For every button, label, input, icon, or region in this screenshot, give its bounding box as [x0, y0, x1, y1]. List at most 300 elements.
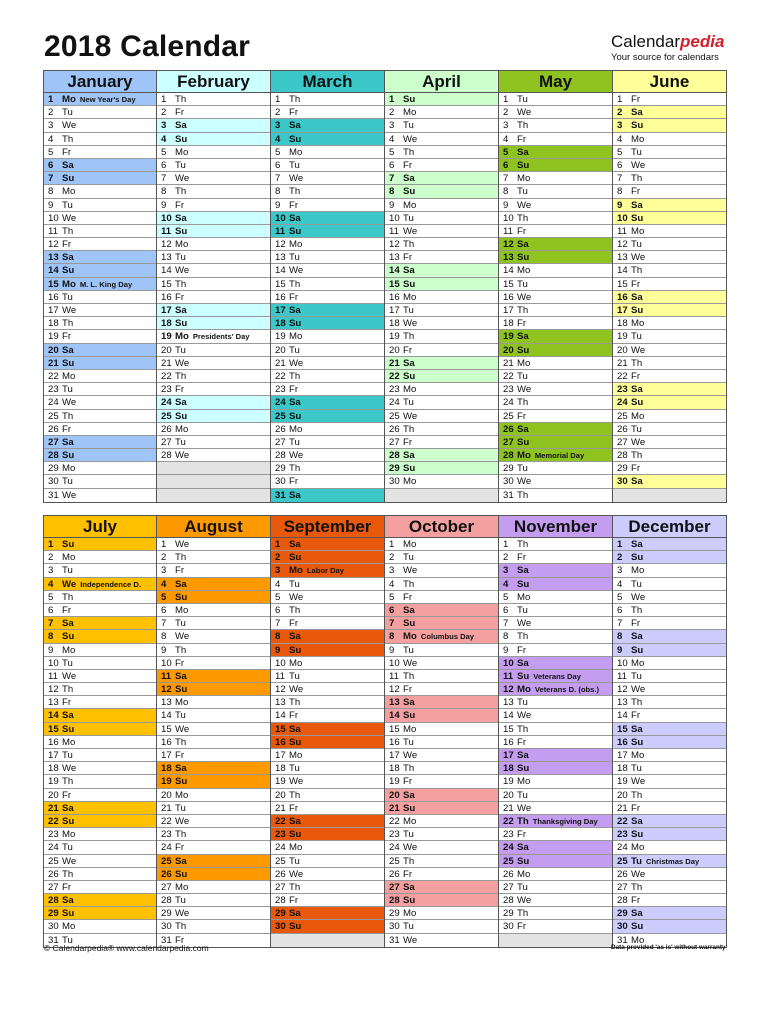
weekday-label: Sa	[403, 265, 415, 277]
day-number: 17	[617, 305, 628, 316]
day-number: 12	[617, 239, 628, 251]
footer-copyright: © Calendarpedia® www.calendarpedia.com	[44, 943, 209, 953]
day-number: 28	[389, 895, 400, 907]
month-column-may	[499, 70, 613, 503]
weekday-label: Su	[631, 644, 644, 656]
day-row	[44, 199, 156, 212]
weekday-label: Tu	[631, 331, 642, 343]
weekday-label: Su	[289, 644, 302, 656]
day-number: 3	[389, 120, 395, 132]
weekday-label: We	[517, 107, 532, 119]
day-number: 14	[389, 265, 400, 277]
day-number: 2	[275, 552, 281, 564]
weekday-label: Su	[289, 410, 302, 422]
day-row	[271, 696, 384, 709]
day-number: 6	[48, 604, 54, 616]
day-row	[613, 344, 726, 357]
weekday-label: Th	[175, 921, 187, 933]
day-number: 24	[503, 397, 514, 409]
weekday-label: Fr	[631, 895, 641, 907]
weekday-label: Mo	[631, 133, 645, 145]
day-row	[385, 815, 498, 828]
day-row	[271, 225, 384, 238]
day-row	[157, 749, 270, 762]
day-row	[385, 894, 498, 907]
day-row	[499, 475, 612, 488]
day-number: 17	[503, 750, 514, 761]
day-number: 5	[161, 591, 167, 603]
weekday-label: Su	[517, 159, 530, 171]
weekday-label: Fr	[403, 252, 413, 264]
weekday-label: Su	[289, 552, 302, 564]
day-row	[385, 709, 498, 722]
day-number: 16	[617, 736, 628, 748]
day-number: 9	[48, 199, 54, 211]
day-row	[499, 881, 612, 894]
day-number: 13	[48, 697, 59, 709]
day-number: 21	[389, 357, 400, 369]
weekday-label: We	[175, 815, 190, 827]
day-number: 3	[617, 565, 623, 577]
day-number: 4	[617, 133, 623, 145]
day-number: 31	[161, 934, 172, 946]
day-number: 25	[617, 855, 628, 867]
day-row	[271, 317, 384, 330]
day-number: 16	[48, 291, 59, 303]
day-number: 25	[161, 855, 172, 867]
day-row	[271, 657, 384, 670]
day-row	[499, 841, 612, 854]
day-row	[613, 841, 726, 854]
day-number: 8	[617, 186, 623, 198]
weekday-label: Th	[289, 697, 301, 709]
weekday-label: We	[62, 578, 77, 590]
weekday-label: Su	[62, 450, 75, 462]
weekday-label: We	[631, 684, 646, 696]
weekday-label: Tu	[62, 934, 73, 946]
weekday-label: Tu	[175, 710, 186, 722]
day-number: 17	[275, 750, 286, 761]
day-row	[157, 551, 270, 564]
day-number: 2	[48, 107, 54, 119]
weekday-label: Mo	[62, 186, 76, 198]
month-header: August	[157, 516, 270, 538]
weekday-label: We	[631, 868, 646, 880]
month-column-october	[385, 515, 499, 948]
day-row	[613, 370, 726, 383]
weekday-label: Su	[289, 318, 302, 330]
weekday-label: Fr	[175, 934, 185, 946]
day-row	[385, 251, 498, 264]
month-header: October	[385, 516, 498, 538]
day-row	[385, 538, 498, 551]
day-number: 22	[275, 370, 286, 382]
day-number: 19	[503, 776, 514, 788]
day-row	[44, 449, 156, 462]
day-number: 13	[389, 697, 400, 709]
weekday-label: Th	[175, 829, 187, 841]
weekday-label: Fr	[289, 291, 299, 303]
day-row	[385, 736, 498, 749]
day-row	[157, 423, 270, 436]
weekday-label: Mo	[517, 591, 531, 603]
day-row	[44, 723, 156, 736]
day-row	[385, 604, 498, 617]
day-row	[499, 449, 612, 462]
weekday-label: Th	[175, 552, 187, 564]
day-row	[271, 449, 384, 462]
day-row	[613, 462, 726, 475]
weekday-label: Mo	[631, 225, 645, 237]
day-row	[499, 736, 612, 749]
weekday-label: We	[631, 159, 646, 171]
day-number: 31	[48, 934, 59, 946]
weekday-label: Su	[175, 133, 188, 145]
day-number: 25	[275, 410, 286, 422]
day-number: 14	[275, 710, 286, 722]
weekday-label: Tu	[517, 463, 528, 475]
month-column-april	[385, 70, 499, 503]
day-row	[613, 855, 726, 868]
weekday-label: Su	[289, 133, 302, 145]
weekday-label: Mo	[62, 644, 76, 656]
day-row	[613, 683, 726, 696]
weekday-label: Su	[62, 539, 75, 550]
day-row	[44, 749, 156, 762]
day-row	[271, 828, 384, 841]
day-row	[271, 304, 384, 317]
weekday-label: Th	[175, 736, 187, 748]
day-row	[385, 238, 498, 251]
weekday-label: Mo	[175, 881, 189, 893]
day-row	[271, 723, 384, 736]
weekday-label: Tu	[403, 305, 414, 316]
weekday-label: Mo	[289, 239, 303, 251]
weekday-label: Fr	[403, 436, 413, 448]
day-row	[271, 591, 384, 604]
day-number: 28	[161, 895, 172, 907]
day-number: 8	[161, 631, 167, 643]
weekday-label: Th	[631, 265, 643, 277]
day-row	[44, 146, 156, 159]
weekday-label: Mo	[289, 423, 303, 435]
day-number: 14	[48, 710, 59, 722]
day-row	[613, 119, 726, 132]
weekday-label: Th	[517, 305, 529, 316]
day-row	[499, 907, 612, 920]
day-row	[157, 159, 270, 172]
weekday-label: Su	[631, 736, 644, 748]
day-number: 19	[48, 776, 59, 788]
day-row	[157, 644, 270, 657]
day-row	[613, 762, 726, 775]
day-row	[44, 775, 156, 788]
day-row	[44, 868, 156, 881]
day-row	[385, 119, 498, 132]
day-number: 16	[389, 736, 400, 748]
weekday-label: Su	[289, 829, 302, 841]
day-number: 13	[389, 252, 400, 264]
weekday-label: Th	[175, 94, 187, 105]
weekday-label: Sa	[175, 578, 187, 590]
weekday-label: Su	[403, 463, 416, 475]
day-row	[499, 789, 612, 802]
footer-disclaimer: Data provided 'as is' without warranty	[611, 944, 726, 951]
day-row	[499, 670, 612, 683]
day-row	[613, 475, 726, 488]
day-number: 21	[617, 357, 628, 369]
day-number: 23	[48, 829, 59, 841]
day-number: 7	[161, 618, 167, 630]
day-number: 4	[161, 578, 167, 590]
day-number: 18	[161, 763, 172, 775]
day-number: 26	[275, 423, 286, 435]
day-number: 19	[617, 331, 628, 343]
day-row	[44, 538, 156, 551]
day-row	[44, 119, 156, 132]
weekday-label: Mo	[62, 463, 76, 475]
day-number: 11	[503, 225, 513, 237]
day-number: 27	[275, 881, 286, 893]
holiday-label: Thanksgiving Day	[532, 816, 598, 826]
weekday-label: Fr	[175, 107, 185, 119]
day-number: 13	[161, 252, 172, 264]
weekday-label: Tu	[62, 291, 73, 303]
day-row	[613, 357, 726, 370]
day-number: 26	[617, 423, 628, 435]
weekday-label: Tu	[403, 921, 414, 933]
day-number: 22	[389, 370, 400, 382]
weekday-label: Mo	[517, 173, 531, 185]
day-row	[271, 617, 384, 630]
day-number: 24	[275, 842, 286, 854]
day-row	[385, 657, 498, 670]
day-number: 29	[275, 463, 286, 475]
day-number: 8	[503, 186, 509, 198]
day-number: 6	[389, 604, 395, 616]
day-row	[44, 855, 156, 868]
day-number: 22	[161, 815, 172, 827]
day-number: 7	[275, 173, 281, 185]
weekday-label: Th	[62, 318, 74, 330]
day-row	[385, 264, 498, 277]
weekday-label: Mo	[403, 908, 417, 920]
weekday-label: Fr	[631, 94, 641, 105]
day-row	[157, 212, 270, 225]
day-row	[157, 436, 270, 449]
day-row	[44, 564, 156, 577]
day-row	[385, 383, 498, 396]
day-number: 16	[617, 291, 628, 303]
day-number: 1	[48, 539, 54, 550]
day-row	[44, 370, 156, 383]
day-row	[385, 775, 498, 788]
holiday-label: Independence D.	[80, 579, 141, 589]
day-row	[271, 344, 384, 357]
brand-tagline: Your source for calendars	[611, 52, 719, 63]
day-row	[157, 841, 270, 854]
day-number: 23	[275, 829, 286, 841]
weekday-label: Sa	[175, 397, 187, 409]
day-row	[44, 344, 156, 357]
weekday-label: Sa	[62, 252, 74, 264]
holiday-label: Veterans Day	[533, 671, 581, 681]
day-row	[499, 657, 612, 670]
day-row	[613, 449, 726, 462]
weekday-label: Fr	[289, 199, 299, 211]
day-number: 27	[617, 881, 628, 893]
day-number: 3	[275, 565, 281, 577]
day-number: 1	[389, 94, 395, 105]
day-number: 21	[503, 357, 514, 369]
day-number: 13	[48, 252, 59, 264]
day-number: 22	[617, 815, 628, 827]
day-row	[157, 106, 270, 119]
day-number: 1	[275, 539, 281, 550]
day-number: 20	[275, 344, 286, 356]
day-row	[271, 578, 384, 591]
weekday-label: Fr	[631, 802, 641, 814]
day-number: 5	[617, 591, 623, 603]
day-row	[613, 696, 726, 709]
day-row	[613, 578, 726, 591]
day-number: 20	[389, 789, 400, 801]
weekday-label: We	[631, 344, 646, 356]
weekday-label: Sa	[62, 802, 74, 814]
day-row	[613, 709, 726, 722]
day-row	[499, 264, 612, 277]
day-number: 4	[275, 578, 281, 590]
calendar-block-second-half	[43, 515, 727, 948]
day-number: 13	[617, 697, 628, 709]
weekday-label: Su	[62, 908, 75, 920]
day-number: 5	[503, 146, 509, 158]
day-number: 7	[617, 618, 623, 630]
day-row	[499, 172, 612, 185]
day-number: 25	[617, 410, 628, 422]
day-number: 23	[503, 384, 514, 396]
day-row	[271, 462, 384, 475]
weekday-label: Su	[403, 618, 416, 630]
weekday-label: Fr	[62, 331, 72, 343]
day-number: 8	[161, 186, 167, 198]
day-number: 27	[503, 436, 514, 448]
day-number: 22	[275, 815, 286, 827]
weekday-label: Mo	[289, 657, 303, 669]
day-row	[44, 696, 156, 709]
weekday-label: Mo	[175, 789, 189, 801]
weekday-label: We	[289, 357, 304, 369]
day-row	[157, 396, 270, 409]
weekday-label: Tu	[631, 146, 642, 158]
weekday-label: Sa	[517, 565, 529, 577]
day-row	[385, 423, 498, 436]
day-number: 25	[503, 855, 514, 867]
day-number: 12	[48, 684, 59, 696]
day-number: 3	[161, 120, 167, 132]
weekday-label: Tu	[517, 604, 528, 616]
weekday-label: Th	[289, 186, 301, 198]
weekday-label: Mo	[62, 921, 76, 933]
weekday-label: We	[517, 618, 532, 630]
day-number: 10	[275, 212, 286, 224]
day-number: 7	[389, 618, 395, 630]
weekday-label: Tu	[403, 552, 414, 564]
weekday-label: Fr	[62, 697, 72, 709]
day-row	[271, 396, 384, 409]
day-number: 25	[389, 855, 400, 867]
day-row	[271, 907, 384, 920]
day-row	[499, 159, 612, 172]
day-number: 16	[48, 736, 59, 748]
day-number: 18	[48, 318, 59, 330]
day-number: 11	[389, 225, 399, 237]
weekday-label: Th	[631, 789, 643, 801]
weekday-label: We	[517, 476, 532, 488]
day-number: 24	[161, 842, 172, 854]
day-row	[44, 264, 156, 277]
brand-logo[interactable]	[611, 33, 731, 64]
day-row	[271, 264, 384, 277]
day-number: 8	[617, 631, 623, 643]
weekday-label: Mo	[175, 239, 189, 251]
day-number: 21	[617, 802, 628, 814]
day-number: 1	[161, 94, 167, 105]
day-row	[613, 264, 726, 277]
day-row	[271, 93, 384, 106]
day-number: 12	[503, 239, 514, 251]
weekday-label: Th	[631, 697, 643, 709]
day-row	[613, 538, 726, 551]
day-number: 2	[275, 107, 281, 119]
weekday-label: We	[517, 384, 532, 396]
day-number: 20	[617, 789, 628, 801]
weekday-label: Fr	[517, 410, 527, 422]
weekday-label: Th	[517, 120, 529, 132]
day-number: 26	[275, 868, 286, 880]
holiday-label: Veterans D. (obs.)	[534, 685, 600, 695]
weekday-label: Mo	[403, 107, 417, 119]
weekday-label: Fr	[631, 370, 641, 382]
weekday-label: Mo	[289, 565, 303, 577]
day-number: 9	[275, 644, 281, 656]
day-number: 14	[617, 710, 628, 722]
weekday-label: Fr	[62, 423, 72, 435]
day-number: 17	[389, 750, 400, 761]
weekday-label: Su	[175, 318, 188, 330]
day-number: 6	[617, 159, 623, 171]
day-row	[44, 357, 156, 370]
holiday-label: Memorial Day	[534, 451, 585, 461]
day-number: 3	[503, 120, 509, 132]
day-row	[385, 762, 498, 775]
day-row	[613, 133, 726, 146]
day-row	[44, 657, 156, 670]
day-number: 30	[161, 921, 172, 933]
day-number: 19	[389, 331, 400, 343]
day-number: 15	[161, 723, 172, 735]
day-row	[157, 920, 270, 933]
day-number: 8	[275, 631, 281, 643]
day-number: 16	[389, 291, 400, 303]
day-row	[271, 868, 384, 881]
weekday-label: Th	[403, 423, 415, 435]
weekday-label: Th	[289, 370, 301, 382]
day-row	[44, 133, 156, 146]
day-number: 27	[617, 436, 628, 448]
day-number: 12	[389, 684, 400, 696]
weekday-label: Mo	[289, 146, 303, 158]
